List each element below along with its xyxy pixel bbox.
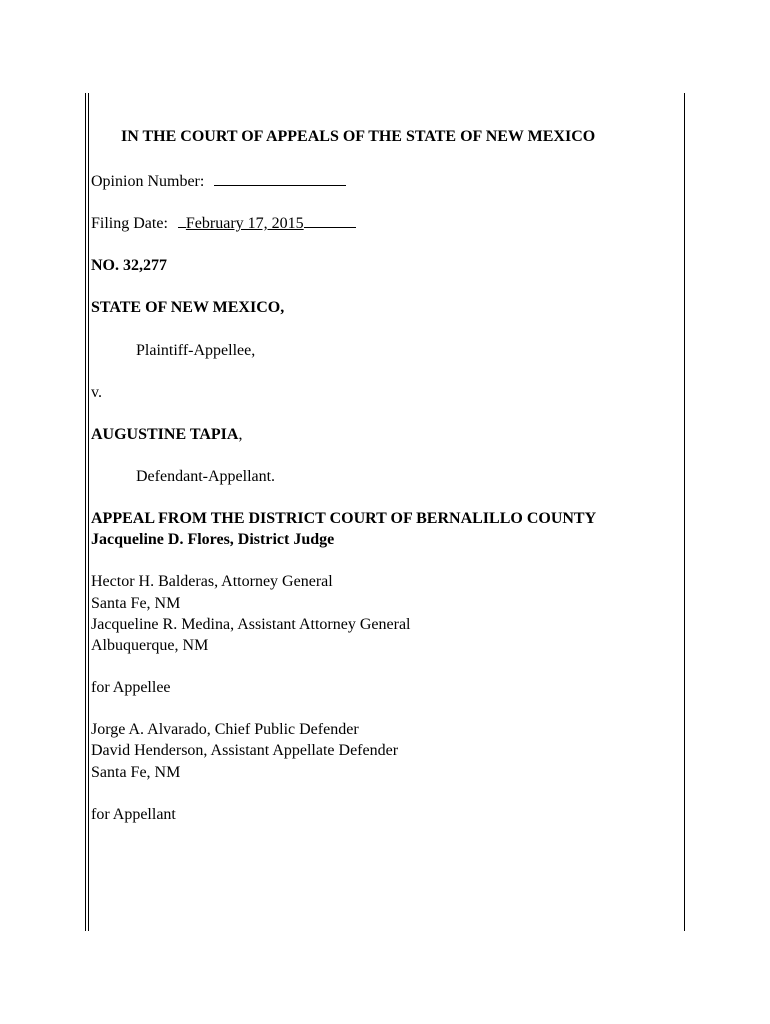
versus: v. [91,384,102,401]
defendant-role: Defendant-Appellant. [136,468,276,485]
appellant-counsel-line: David Henderson, Assistant Appellate Defender [91,742,399,759]
filing-date-value: February 17, 2015 [185,215,304,232]
appellee-counsel-line: Jacqueline R. Medina, Assistant Attorney General [91,616,411,633]
appellee-counsel-line: Santa Fe, NM [91,595,181,612]
appellant-counsel-line: Jorge A. Alvarado, Chief Public Defender [91,721,359,738]
opinion-number-row [91,171,346,192]
defendant-row [91,425,242,445]
defendant-comma: , [238,426,243,443]
filing-date-underline-trail [304,213,356,228]
left-margin-rule-outer [85,93,86,931]
defendant-name: AUGUSTINE TAPIA [91,426,239,443]
left-margin-rule-inner [88,93,89,931]
appellant-counsel-line: Santa Fe, NM [91,764,181,781]
filing-date-row [91,213,356,234]
opinion-number-blank [214,171,346,186]
plaintiff-name: STATE OF NEW MEXICO, [91,299,285,316]
filing-date-label: Filing Date: [91,215,168,232]
district-judge: Jacqueline D. Flores, District Judge [91,531,335,548]
for-appellee: for Appellee [91,679,171,696]
plaintiff-role: Plaintiff-Appellee, [136,342,256,359]
right-margin-rule [684,93,685,931]
opinion-number-label: Opinion Number: [91,173,205,190]
filing-date-underline-lead [178,213,186,228]
appellee-counsel-line: Hector H. Balderas, Attorney General [91,573,333,590]
court-heading: IN THE COURT OF APPEALS OF THE STATE OF NEW MEXICO [121,128,596,145]
appeal-heading: APPEAL FROM THE DISTRICT COURT OF BERNALILLO COUNTY [91,510,597,527]
case-number: NO. 32,277 [91,257,167,274]
appellee-counsel-line: Albuquerque, NM [91,637,209,654]
for-appellant: for Appellant [91,806,176,823]
